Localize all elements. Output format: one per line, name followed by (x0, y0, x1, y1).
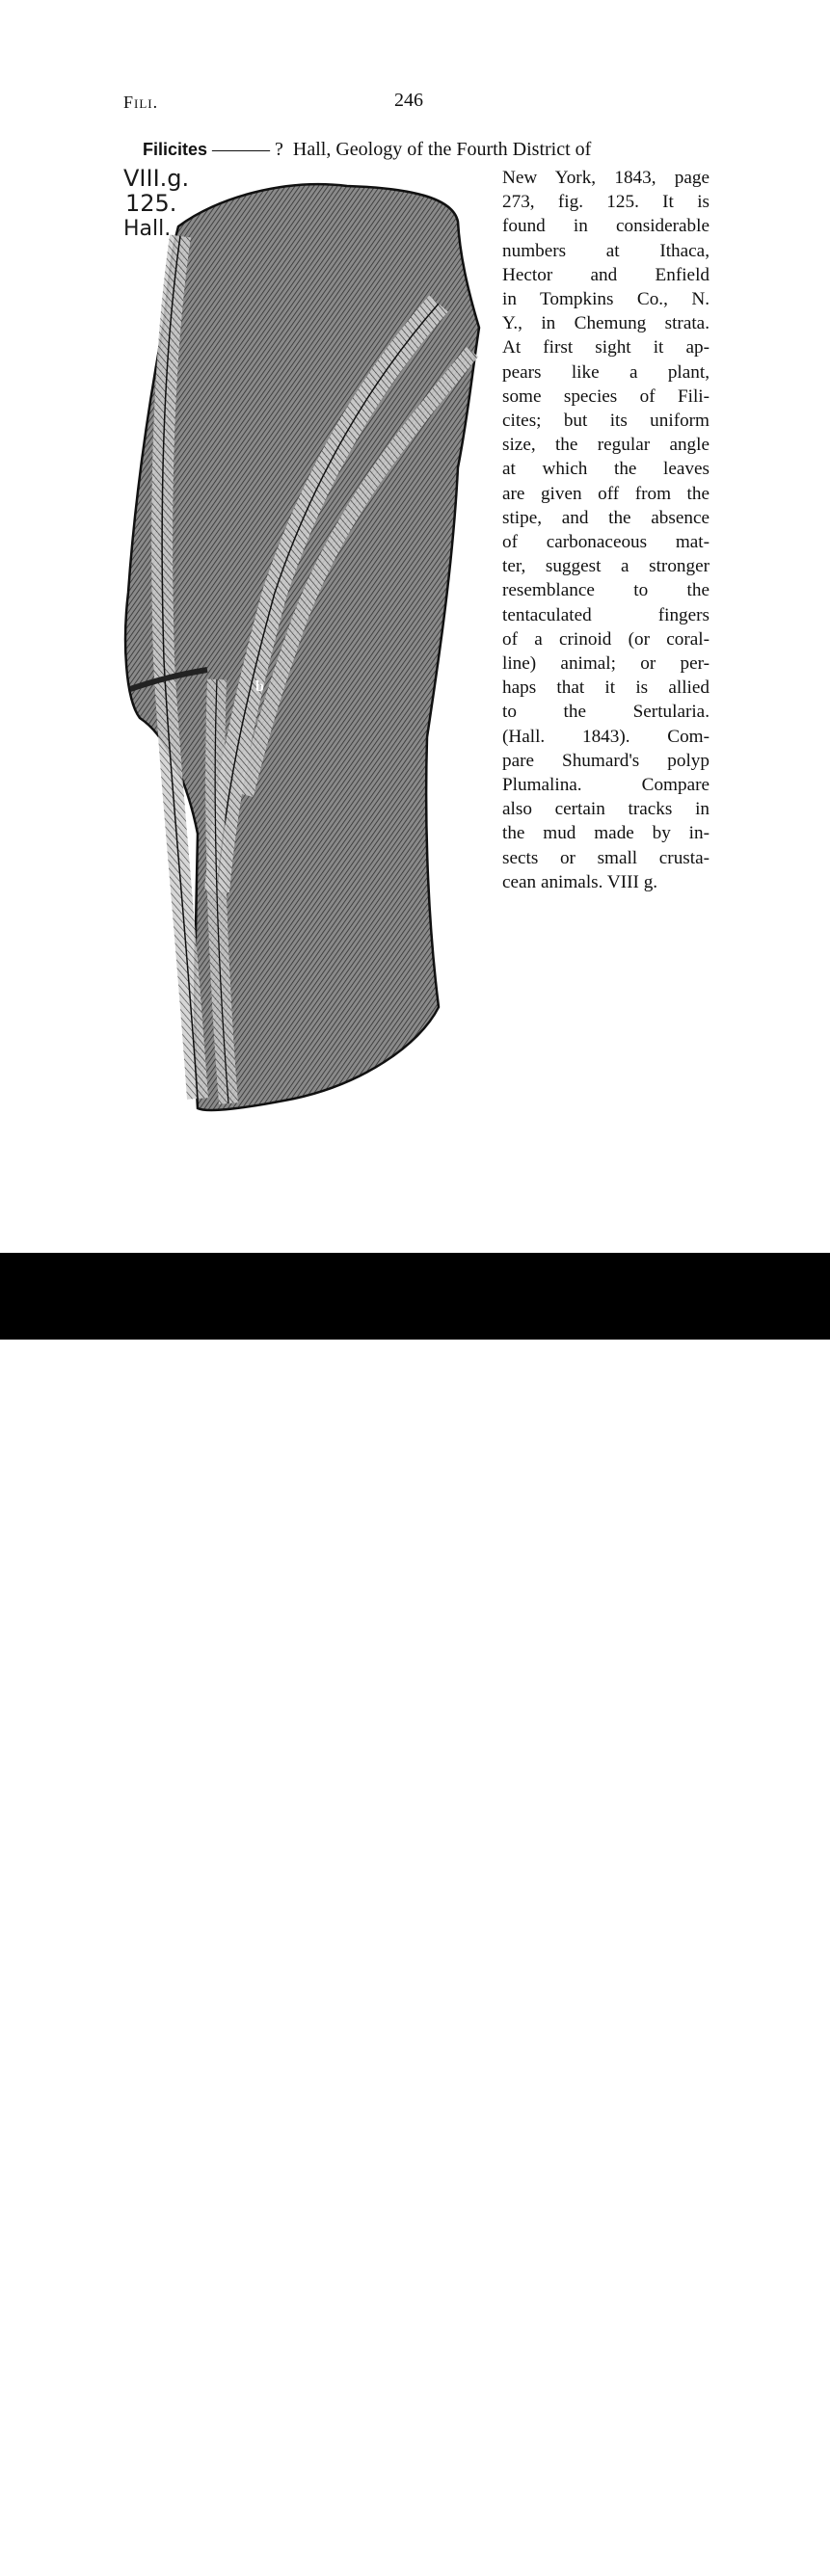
entry-dash: ——— (212, 139, 271, 160)
body-line: the mud made by in- (502, 823, 710, 844)
body-line: haps that it is allied (502, 677, 710, 699)
fossil-illustration (120, 159, 496, 1113)
entry-query: ? (275, 139, 283, 160)
body-line: stipe, and the absence (502, 507, 710, 528)
body-line: ter, suggest a stronger (502, 556, 710, 577)
body-line: to the Sertularia. (502, 702, 710, 723)
body-line: tentaculated fingers (502, 604, 710, 625)
body-line: At first sight it ap- (502, 337, 710, 359)
handwritten-annotation-2: 125. (125, 190, 177, 217)
body-line: 273, fig. 125. It is (502, 192, 710, 213)
body-line: pare Shumard's polyp (502, 750, 710, 771)
body-line: size, the regular angle (502, 435, 710, 456)
entry-body-column (502, 166, 710, 894)
body-line: in Tompkins Co., N. (502, 289, 710, 310)
watermark-banner (0, 1253, 830, 2575)
body-line: are given off from the (502, 483, 710, 504)
figure-letter-label: b (255, 678, 264, 695)
body-line: cites; but its uniform (502, 411, 710, 432)
entry-lead-text: Hall, Geology of the Fourth District of (292, 139, 592, 160)
body-line: Y., in Chemung strata. (502, 313, 710, 334)
genus-name: Filicites (143, 140, 208, 159)
body-line: found in considerable (502, 216, 710, 237)
body-line: resemblance to the (502, 580, 710, 601)
body-line: sects or small crusta- (502, 847, 710, 868)
body-line: Hector and Enfield (502, 264, 710, 285)
entry-lead-line (143, 139, 721, 161)
body-line: New York, 1843, page (502, 168, 710, 188)
book-page (0, 0, 830, 1253)
body-line: (Hall. 1843). Com- (502, 726, 710, 747)
body-line: of a crinoid (or coral- (502, 628, 710, 650)
body-line: Plumalina. Compare (502, 775, 710, 796)
running-header: Fili. (123, 93, 159, 112)
handwritten-annotation-3: Hall. (123, 217, 172, 241)
body-line: of carbonaceous mat- (502, 532, 710, 553)
watermark-image-id: H384FY (727, 2521, 791, 2540)
page-number: 246 (394, 90, 423, 111)
body-line: pears like a plant, (502, 361, 710, 383)
body-line: also certain tracks in (502, 799, 710, 820)
watermark-site: www.alamy.com (667, 2556, 791, 2575)
body-line: line) animal; or per- (502, 653, 710, 675)
body-line: cean animals. VIII g. (502, 871, 658, 892)
body-line: at which the leaves (502, 459, 710, 480)
body-line: numbers at Ithaca, (502, 240, 710, 261)
watermark-logo: alamy (37, 2516, 152, 2563)
body-line: some species of Fili- (502, 385, 710, 407)
handwritten-annotation-1: VIII.g. (123, 165, 190, 192)
